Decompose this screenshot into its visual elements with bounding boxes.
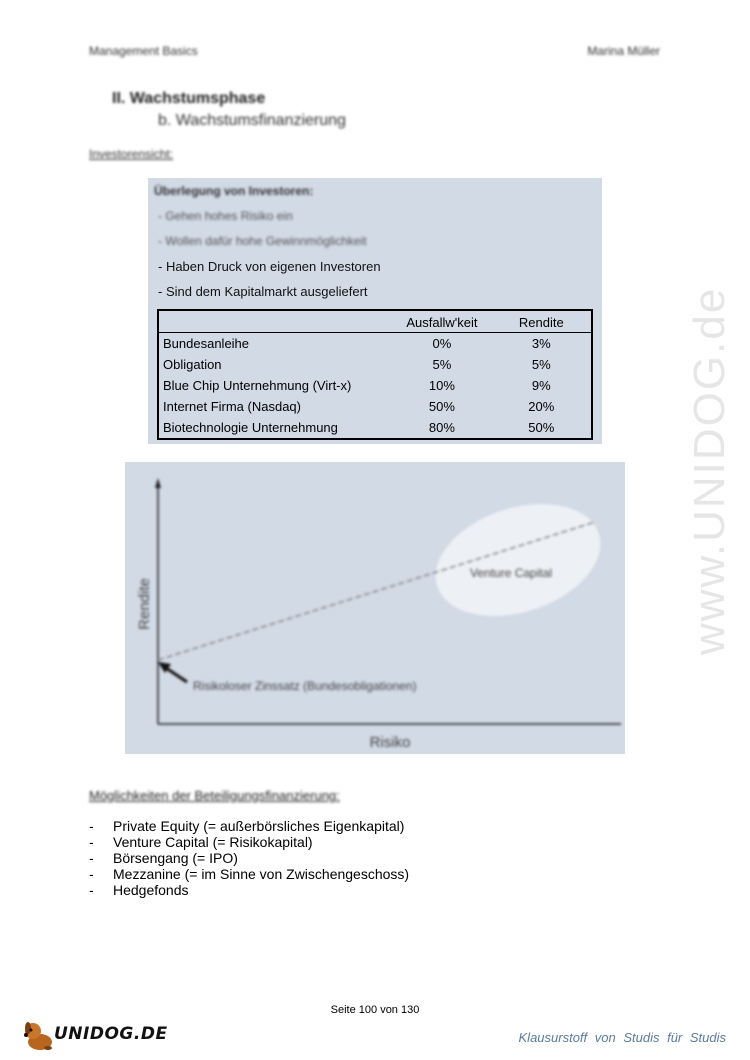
venture-capital-label: Venture Capital	[470, 566, 553, 580]
table-header-row	[159, 311, 591, 333]
header-author: Marina Müller	[587, 44, 660, 58]
table-cell: 80%	[428, 420, 455, 435]
consideration-item: - Gehen hohes Risiko ein	[158, 209, 293, 223]
table-cell: Obligation	[163, 357, 222, 372]
table-cell: 3%	[531, 336, 551, 351]
list-item: - Venture Capital (= Risikokapital)	[89, 834, 409, 850]
table-cell: 10%	[428, 378, 455, 393]
section-title: II. Wachstumsphase	[112, 90, 266, 107]
header-course: Management Basics	[89, 44, 198, 58]
table-cell: Blue Chip Unternehmung (Virt-x)	[163, 378, 352, 393]
opportunities-list	[89, 818, 409, 898]
opportunities-heading: Möglichkeiten der Beteiligungsfinanzierung:	[89, 788, 340, 803]
table-cell: Bundesanleihe	[163, 336, 250, 351]
x-axis-label: Risiko	[369, 734, 411, 751]
table-cell: 50%	[428, 399, 455, 414]
list-item: - Hedgefonds	[89, 882, 409, 898]
y-axis-label: Rendite	[136, 578, 153, 630]
watermark-text: www.UNIDOG.de	[685, 286, 734, 655]
investor-considerations-box	[148, 178, 602, 444]
consideration-item: - Wollen dafür hohe Gewinnmöglichkeit	[158, 234, 367, 248]
table-cell: 0%	[432, 336, 452, 351]
table-row	[159, 333, 591, 355]
list-item: - Mezzanine (= im Sinne von Zwischengeschoss)	[89, 866, 409, 882]
table-cell: 5%	[432, 357, 452, 372]
consideration-item: - Haben Druck von eigenen Investoren	[158, 259, 381, 274]
risk-return-diagram	[125, 462, 625, 754]
table-cell: 20%	[528, 399, 555, 414]
table-row	[159, 417, 591, 438]
y-axis-arrowhead	[155, 478, 161, 488]
table-cell: Biotechnologie Unternehmung	[163, 420, 338, 435]
section-subtitle: b. Wachstumsfinanzierung	[158, 112, 346, 129]
unidog-logo	[22, 1018, 168, 1052]
page-number: Seite 100 von 130	[330, 1004, 420, 1016]
consideration-item: - Sind dem Kapitalmarkt ausgeliefert	[158, 284, 368, 299]
considerations-heading: Überlegung von Investoren:	[154, 184, 314, 198]
table-row	[159, 375, 591, 396]
table-cell: 9%	[531, 378, 551, 393]
dog-icon	[22, 1018, 56, 1052]
table-header-cell	[159, 311, 392, 333]
table-cell: 50%	[528, 420, 555, 435]
list-item: - Börsengang (= IPO)	[89, 850, 409, 866]
logo-text: UNIDOG.DE	[54, 1024, 168, 1044]
list-item: - Private Equity (= außerbörsliches Eigenkapital)	[89, 818, 409, 834]
table-cell: 5%	[531, 357, 551, 372]
footer-tagline: Klausurstoff von Studis für Studis	[518, 1030, 726, 1045]
table-row	[159, 396, 591, 417]
table-cell: Internet Firma (Nasdaq)	[163, 399, 301, 414]
investor-heading: Investorensicht:	[89, 147, 174, 161]
venture-capital-ellipse	[421, 484, 615, 635]
risk-return-table	[157, 309, 593, 440]
table-row	[159, 354, 591, 375]
table-header-cell: Ausfallw'keit	[392, 311, 491, 333]
table-header-cell: Rendite	[492, 311, 591, 333]
risk-free-rate-label: Risikoloser Zinssatz (Bundesobligationen)	[193, 679, 417, 693]
